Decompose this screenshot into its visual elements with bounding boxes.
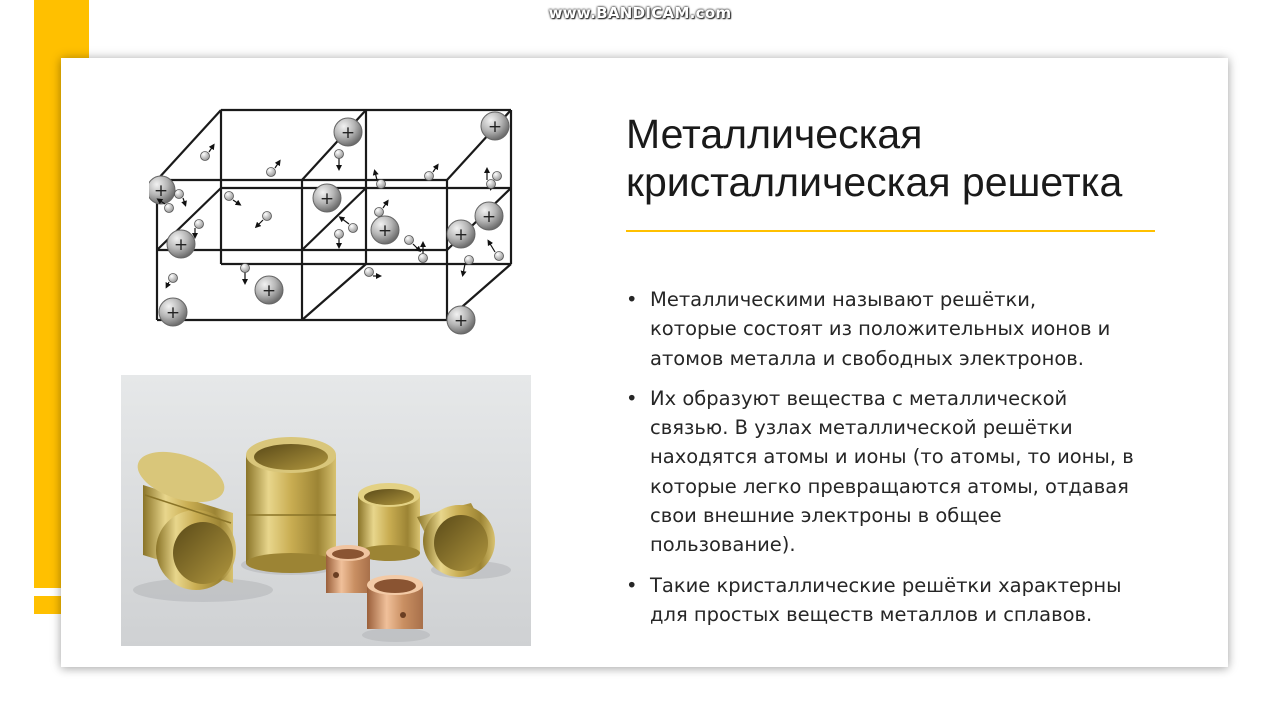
copper-bushing-front [362, 575, 430, 642]
svg-text:+: + [453, 225, 469, 245]
bullet-2-line-4: которые легко превращаются атомы, отдавая [650, 474, 1129, 498]
electron-arrow-icon [365, 268, 380, 277]
electron-arrow-icon [175, 190, 186, 205]
electron-arrow-icon [201, 146, 214, 161]
slide-card [61, 58, 1228, 667]
positive-ion-icon [371, 216, 399, 244]
bullet-2-line-6: пользование). [650, 533, 796, 557]
lattice-edges [157, 110, 511, 320]
bullet-item-1 [626, 285, 1201, 373]
electron-arrow-icon [195, 220, 204, 237]
svg-text:+: + [319, 189, 335, 209]
electron-arrow-icon [335, 150, 344, 169]
bullet-1-line-3: атомов металла и свободных электронов. [650, 346, 1084, 370]
electron-arrow-icon [167, 274, 178, 287]
electron-arrow-icon [419, 244, 428, 263]
bullet-3-line-2: для простых веществ металлов и сплавов. [650, 602, 1093, 626]
bullet-item-2 [626, 384, 1201, 560]
electron-arrow-icon [405, 236, 420, 251]
bushings-photo [121, 375, 531, 646]
positive-ion-icon [447, 306, 475, 334]
electron-arrow-icon [335, 230, 344, 247]
svg-text:+: + [481, 207, 497, 227]
copper-bushing-small [326, 545, 370, 593]
positive-ion-icon [334, 118, 362, 146]
positive-ion-icon [159, 298, 187, 326]
slide-title [626, 110, 1206, 206]
title-line-1: Металлическая [626, 111, 923, 157]
bullet-1-line-1: Металлическими называют решётки, [650, 288, 1037, 311]
svg-text:+: + [377, 221, 393, 241]
electron-arrow-icon [375, 202, 388, 217]
positive-ion-icon [447, 220, 475, 248]
svg-text:+: + [487, 117, 503, 137]
bullet-3-line-1: Такие кристаллические решётки характерны [650, 573, 1122, 597]
positive-ion-icon [313, 184, 341, 212]
svg-text:+: + [453, 311, 469, 331]
positive-ion-icon [167, 230, 195, 258]
positive-ion-icon [149, 176, 175, 204]
svg-text:+: + [261, 281, 277, 301]
electron-arrow-icon [241, 264, 250, 283]
recording-watermark: www.BANDICAM.com [548, 4, 732, 22]
bullet-dot-icon: • [626, 573, 638, 597]
electron-arrow-icon [341, 218, 358, 233]
electron-arrow-icon [257, 212, 272, 227]
svg-text:+: + [340, 123, 356, 143]
bullet-list [626, 285, 1201, 640]
bullet-item-3 [626, 571, 1201, 630]
bullet-dot-icon: • [626, 386, 638, 410]
bullet-2-line-3: находятся атомы и ионы (то атомы, то ионы, в [650, 445, 1134, 469]
title-line-2: кристаллическая решетка [626, 159, 1123, 205]
metallic-lattice-diagram [149, 84, 529, 384]
svg-text:+: + [173, 235, 189, 255]
bullet-2-line-5: свои внешние электроны в общее [650, 504, 1002, 528]
svg-text:+: + [165, 303, 181, 323]
bullet-2-line-1: Их образуют вещества с металлической [650, 386, 1068, 410]
bullet-1-line-2: которые состоят из положительных ионов и [650, 317, 1111, 341]
bullet-dot-icon: • [626, 288, 638, 311]
positive-ion-icon [481, 112, 509, 140]
bullet-2-line-2: связью. В узлах металлической решётки [650, 416, 1073, 440]
positive-ion-icon [255, 276, 283, 304]
positive-ion-icon [475, 202, 503, 230]
electron-arrow-icon [425, 166, 438, 181]
svg-text:+: + [153, 181, 169, 201]
electron-arrow-icon [267, 162, 280, 177]
title-underline [626, 230, 1155, 232]
electron-arrow-icon [225, 192, 240, 205]
electron-arrow-icon [489, 242, 504, 261]
